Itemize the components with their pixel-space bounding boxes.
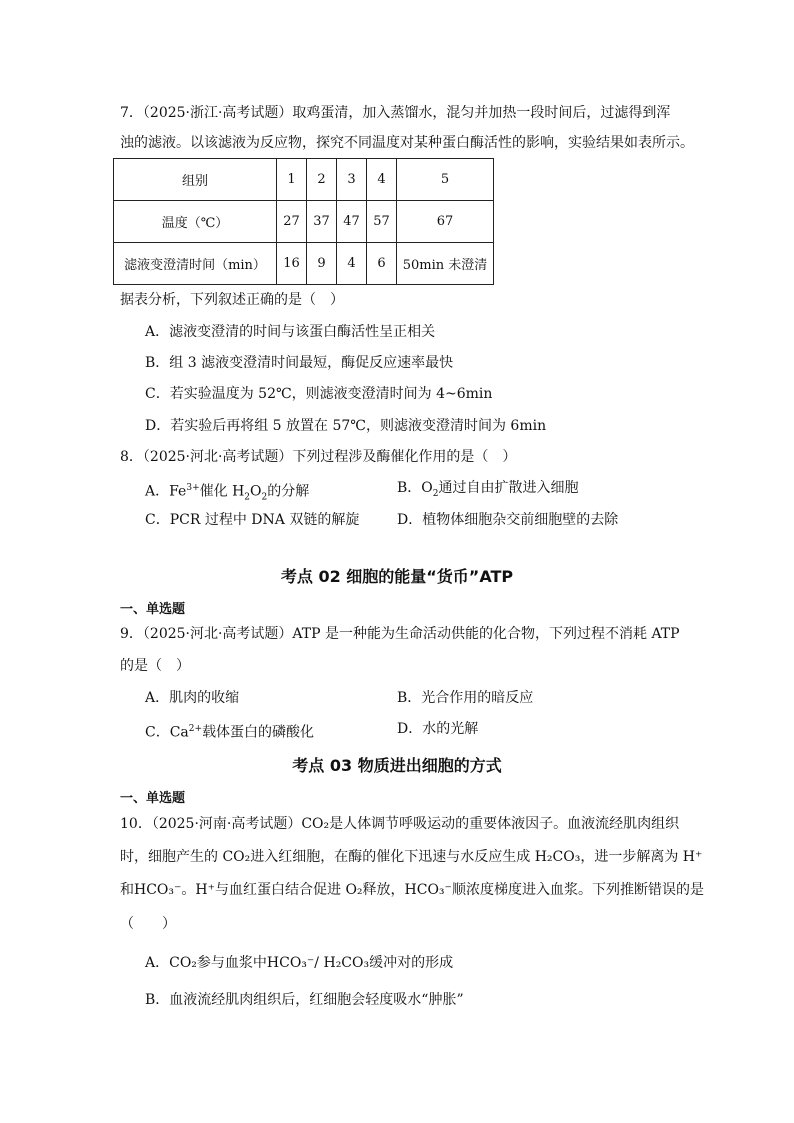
q8-option-a bbox=[145, 478, 309, 507]
q7-option-c: C．若实验温度为 52℃，则滤液变澄清时间为 4~6min bbox=[145, 386, 493, 402]
text-run: 载体蛋白的磷酸化 bbox=[202, 724, 315, 741]
table-cell: 37 bbox=[307, 201, 337, 243]
table-cell: 9 bbox=[307, 243, 337, 285]
table-row bbox=[114, 159, 494, 201]
q7-option-b: B．组 3 滤液变澄清时间最短，酶促反应速率最快 bbox=[145, 355, 454, 371]
text-run: O bbox=[250, 483, 262, 500]
table-cell: 5 bbox=[397, 159, 494, 201]
table-cell: 16 bbox=[277, 243, 307, 285]
table-cell: 滤液变澄清时间（min） bbox=[114, 243, 277, 285]
q9-stem-line2: 的是（ ） bbox=[120, 658, 190, 674]
table-cell: 2 bbox=[307, 159, 337, 201]
table-row bbox=[114, 201, 494, 243]
q9-option-b: B．光合作用的暗反应 bbox=[397, 690, 534, 706]
q10-option-a: A．CO₂参与血浆中HCO₃⁻/ H₂CO₃缓冲对的形成 bbox=[145, 955, 454, 971]
text-run: 通过自由扩散进入细胞 bbox=[438, 480, 579, 496]
q10-stem-line3: 和HCO₃⁻。H⁺与血红蛋白结合促进 O₂释放，HCO₃⁻顺浓度梯度进入血浆。下列推断错误的是 bbox=[120, 882, 704, 898]
q7-stem-line2: 浊的滤液。以该滤液为反应物，探究不同温度对某种蛋白酶活性的影响，实验结果如表所示。 bbox=[120, 135, 694, 151]
section-heading-atp: 考点 02 细胞的能量“货币”ATP bbox=[280, 567, 514, 586]
q10-stem-line1: 10．（2025·河南·高考试题）CO₂是人体调节呼吸运动的重要体液因子。血液流经肌肉组织 bbox=[120, 816, 680, 832]
q7-option-d: D．若实验后再将组 5 放置在 57℃，则滤液变澄清时间为 6min bbox=[145, 418, 547, 434]
section-subheading: 一、单选题 bbox=[120, 791, 186, 806]
superscript: 3+ bbox=[186, 483, 200, 493]
table-cell: 4 bbox=[337, 243, 367, 285]
table-cell: 67 bbox=[397, 201, 494, 243]
table-cell: 1 bbox=[277, 159, 307, 201]
text-run: B．O bbox=[397, 480, 433, 496]
text-run: C．Ca bbox=[145, 724, 189, 741]
superscript: 2+ bbox=[188, 724, 203, 734]
text-run: A．Fe bbox=[145, 483, 187, 500]
q10-option-b: B．血液流经肌肉组织后，红细胞会轻度吸水“肿胀” bbox=[145, 992, 464, 1008]
q9-option-a: A．肌肉的收缩 bbox=[145, 690, 240, 706]
subscript: 2 bbox=[244, 492, 251, 503]
subscript: 2 bbox=[432, 488, 439, 499]
section-heading-transport: 考点 03 物质进出细胞的方式 bbox=[292, 756, 502, 775]
table-cell: 6 bbox=[367, 243, 397, 285]
subscript: 2 bbox=[261, 492, 268, 503]
section-subheading: 一、单选题 bbox=[120, 602, 186, 617]
q8-stem: 8．（2025·河北·高考试题）下列过程涉及酶催化作用的是（ ） bbox=[120, 449, 517, 465]
table-cell: 温度（℃） bbox=[114, 201, 277, 243]
table-cell: 组别 bbox=[114, 159, 277, 201]
q9-option-d: D．水的光解 bbox=[397, 721, 479, 737]
table-cell: 47 bbox=[337, 201, 367, 243]
table-cell: 4 bbox=[367, 159, 397, 201]
table-cell: 27 bbox=[277, 201, 307, 243]
q8-option-b bbox=[397, 478, 579, 504]
q8-option-d: D．植物体细胞杂交前细胞壁的去除 bbox=[397, 512, 619, 528]
q10-stem-line4: （ ） bbox=[120, 916, 176, 932]
q7-prompt: 据表分析，下列叙述正确的是（ ） bbox=[120, 292, 344, 308]
q7-data-table bbox=[113, 158, 494, 285]
q8-option-c: C．PCR 过程中 DNA 双链的解旋 bbox=[145, 512, 360, 528]
q10-stem-line2: 时，细胞产生的 CO₂进入红细胞，在酶的催化下迅速与水反应生成 H₂CO₃，进一步解离为 H⁺ bbox=[120, 849, 703, 865]
q7-option-a: A．滤液变澄清的时间与该蛋白酶活性呈正相关 bbox=[145, 324, 436, 340]
table-row bbox=[114, 243, 494, 285]
q7-stem-line1: 7．（2025·浙江·高考试题）取鸡蛋清，加入蒸馏水，混匀并加热一段时间后，过滤得到浑 bbox=[120, 105, 671, 121]
table-cell: 57 bbox=[367, 201, 397, 243]
table-cell: 3 bbox=[337, 159, 367, 201]
text-run: 的分解 bbox=[267, 483, 310, 500]
text-run: 催化 H bbox=[199, 483, 245, 500]
table-cell: 50min 未澄清 bbox=[397, 243, 494, 285]
q9-option-c bbox=[145, 719, 314, 743]
q9-stem-line1: 9．（2025·河北·高考试题）ATP 是一种能为生命活动供能的化合物，下列过程不消耗 ATP bbox=[120, 626, 680, 642]
